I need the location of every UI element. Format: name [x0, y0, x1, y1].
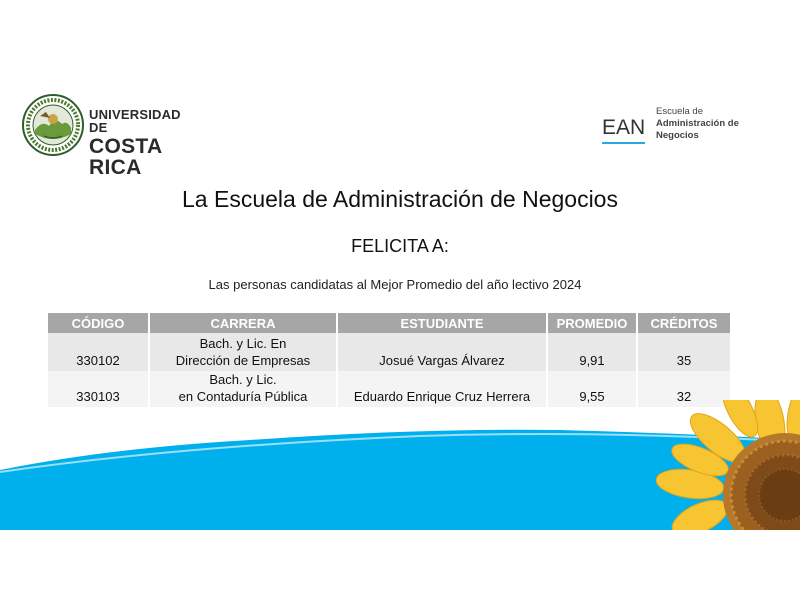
- ean-abbr: EAN: [602, 116, 646, 139]
- ean-logo: [602, 104, 772, 150]
- cell-promedio: 9,55: [547, 371, 637, 407]
- ucr-line2: COSTA RICA: [89, 135, 162, 179]
- carrera-line2: Dirección de Empresas: [175, 353, 311, 368]
- col-header-promedio: PROMEDIO: [547, 313, 637, 333]
- ucr-logo: [22, 94, 202, 179]
- ean-underline: [602, 142, 645, 144]
- cell-estudiante: Eduardo Enrique Cruz Herrera: [337, 371, 547, 407]
- carrera-line2: en Contaduría Pública: [178, 389, 308, 404]
- cell-codigo: 330102: [48, 333, 149, 371]
- cell-promedio: 9,91: [547, 333, 637, 371]
- decorative-wave-band: [0, 400, 800, 530]
- carrera-line1: Bach. y Lic. En: [199, 336, 287, 351]
- ean-line3: Negocios: [656, 130, 699, 141]
- table-row: [48, 333, 730, 371]
- ean-line2: Administración de: [656, 118, 739, 129]
- candidates-table: [48, 313, 730, 407]
- ucr-line1: UNIVERSIDAD DE: [89, 107, 181, 135]
- ucr-wordmark: [89, 108, 202, 178]
- page-title: La Escuela de Administración de Negocios: [182, 186, 618, 212]
- table-header-row: [48, 313, 730, 333]
- ucr-seal-icon: [22, 94, 84, 156]
- page-subtitle: FELICITA A:: [351, 236, 449, 256]
- carrera-line1: Bach. y Lic.: [209, 372, 277, 387]
- cell-creditos: 35: [637, 333, 730, 371]
- col-header-codigo: CÓDIGO: [48, 313, 149, 333]
- cell-creditos: 32: [637, 371, 730, 407]
- col-header-creditos: CRÉDITOS: [637, 313, 730, 333]
- cell-estudiante: Josué Vargas Álvarez: [337, 333, 547, 371]
- cell-carrera: [149, 333, 337, 371]
- col-header-estudiante: ESTUDIANTE: [337, 313, 547, 333]
- lead-text: Las personas candidatas al Mejor Promedio del año lectivo 2024: [208, 277, 582, 292]
- ean-fullname: [656, 106, 739, 142]
- cell-codigo: 330103: [48, 371, 149, 407]
- col-header-carrera: CARRERA: [149, 313, 337, 333]
- ean-line1: Escuela de: [656, 106, 704, 117]
